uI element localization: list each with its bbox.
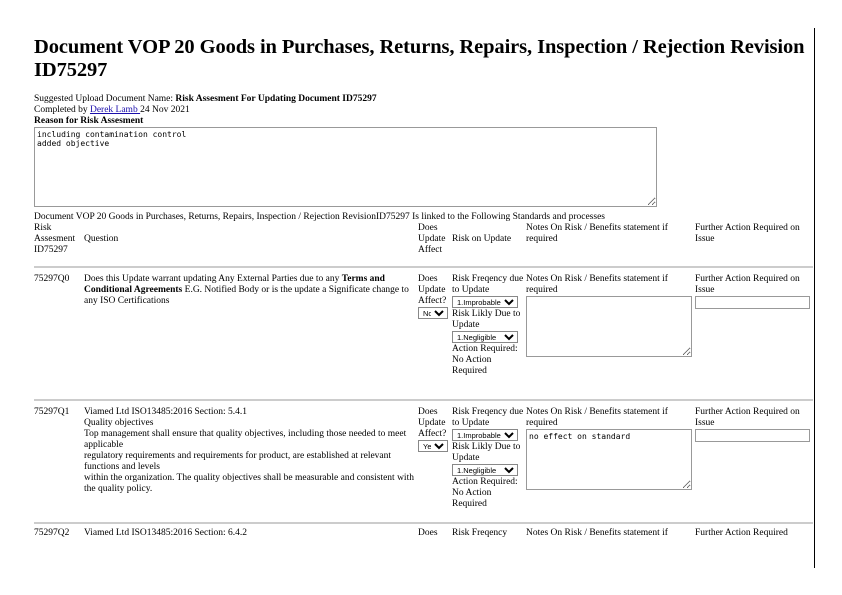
action-value: No Action Required [452, 488, 492, 509]
table-row [34, 403, 813, 510]
row-risk: Risk Freqency [452, 528, 508, 538]
frequency-select[interactable] [452, 296, 518, 308]
action-value: No Action Required [452, 355, 492, 376]
row-risk: Risk Freqency due to Update 1.Improbable Risk Likly Due to Update 1.Negligible Action Required: No Action Required [452, 270, 526, 377]
row-further: Further Action Required on Issue [695, 403, 813, 510]
linked-standards-text: Document VOP 20 Goods in Purchases, Returns, Repairs, Inspection / Rejection RevisionID75297 Is linked to the Following Standards and processes [34, 212, 605, 222]
row-separator [34, 260, 813, 270]
notes-textarea[interactable] [526, 296, 692, 357]
row-further: Further Action Required on Issue [695, 270, 813, 377]
row-question: Does this Update warrant updating Any External Parties due to any Terms and Conditional Agreements E.G. Notified Body or is the update a Significate change to any ISO Certifications [84, 274, 409, 306]
header-risk: Risk on Update [452, 234, 512, 244]
upload-name-value: Risk Assesment For Updating Document ID75297 [175, 94, 377, 104]
table-header-row [34, 223, 813, 260]
row-risk: Risk Freqency due to Update 1.Improbable Risk Likly Due to Update 1.Negligible Action Required: No Action Required [452, 403, 526, 510]
upload-name: Suggested Upload Document Name: Risk Assesment For Updating Document ID75297 [34, 94, 377, 104]
row-notes: Notes On Risk / Benefits statement if [526, 528, 668, 538]
affect-select[interactable] [418, 440, 448, 452]
page-title: Document VOP 20 Goods in Purchases, Returns, Repairs, Inspection / Rejection Revision ID75297 [34, 36, 805, 81]
likely-select[interactable] [452, 464, 518, 476]
table-row [34, 524, 813, 539]
likely-select[interactable] [452, 331, 518, 343]
header-affect: Does Update Affect [418, 223, 446, 255]
row-id: 75297Q1 [34, 407, 70, 417]
frequency-select[interactable] [452, 429, 518, 441]
row-separator [34, 377, 813, 403]
completed-by-link[interactable]: Derek Lamb [89, 105, 141, 115]
row-notes: Notes On Risk / Benefits statement if required [526, 270, 695, 377]
row-notes: Notes On Risk / Benefits statement if required no effect on standard [526, 403, 695, 510]
table-row [34, 270, 813, 377]
risk-table [34, 223, 813, 539]
row-separator [34, 510, 813, 524]
row-affect: Does [418, 528, 438, 538]
page-border-line [814, 28, 815, 568]
notes-textarea[interactable] [526, 429, 692, 490]
row-further: Further Action Required [695, 528, 788, 538]
further-action-input[interactable] [695, 429, 810, 442]
row-affect: Does Update Affect? No [418, 270, 452, 377]
completed-by: Completed by Derek Lamb 24 Nov 2021 [34, 105, 190, 115]
row-question: Viamed Ltd ISO13485:2016 Section: 6.4.2 [84, 528, 248, 538]
header-notes: Notes On Risk / Benefits statement if required [526, 223, 668, 244]
row-question: Viamed Ltd ISO13485:2016 Section: 5.4.1 Quality objectives Top management shall ensure that quality objectives, including those needed to meet applicable regulatory requirements and requirements for product, are established at relevant functions and levels within the organization. The quality objectives shall be measurable and consistent with the quality policy. [84, 407, 414, 494]
further-action-input[interactable] [695, 296, 810, 309]
row-id: 75297Q0 [34, 274, 70, 284]
reason-textarea[interactable] [34, 127, 657, 207]
document-page [34, 36, 814, 539]
header-risk-id: Risk Assesment ID75297 [34, 223, 76, 255]
row-affect: Does Update Affect? Yes [418, 403, 452, 510]
row-id: 75297Q2 [34, 528, 70, 538]
reason-label: Reason for Risk Assesment [34, 116, 144, 126]
affect-select[interactable] [418, 307, 448, 319]
header-question: Question [84, 234, 119, 244]
header-further: Further Action Required on Issue [695, 223, 800, 244]
